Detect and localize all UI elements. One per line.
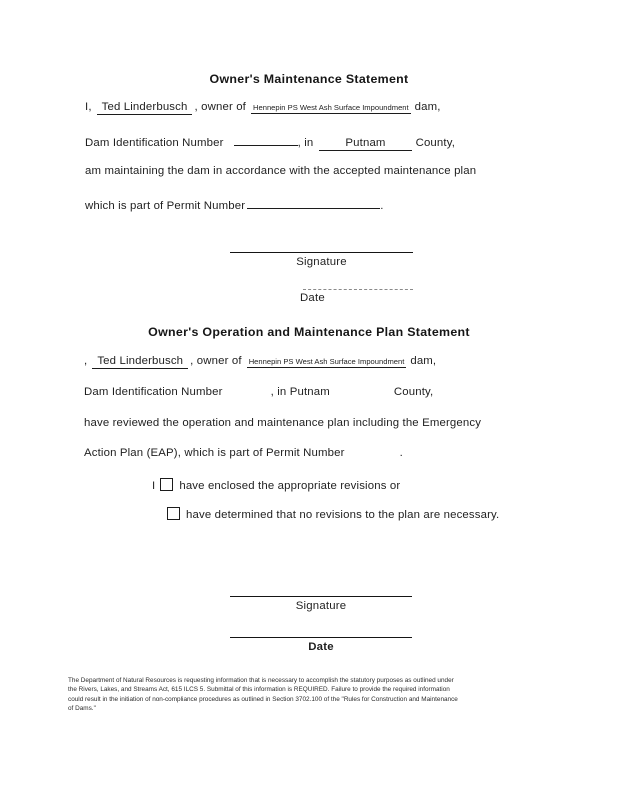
intro-prefix: I,	[85, 101, 92, 113]
maintenance-statement-title: Owner's Maintenance Statement	[209, 72, 409, 86]
after-name-text-2: , owner of	[190, 355, 242, 367]
reviewed-line: have reviewed the operation and maintenance plan including the Emergency	[84, 417, 482, 429]
permit-label-2: Action Plan (EAP), which is part of Permit Number	[84, 447, 345, 459]
permit-period-2: .	[399, 447, 403, 459]
signature-line-1[interactable]	[230, 252, 413, 253]
intro-line-1	[85, 101, 441, 113]
owner-name-field: Ted Linderbusch	[97, 101, 193, 115]
date-label-2: Date	[308, 641, 334, 653]
permit-period: .	[380, 200, 384, 212]
county-label: County,	[415, 137, 456, 149]
om-plan-statement-title: Owner's Operation and Maintenance Plan Statement	[148, 325, 470, 339]
after-dam-text-2: dam,	[410, 355, 437, 367]
permit-number-blank[interactable]	[247, 196, 380, 209]
county-field: Putnam	[319, 137, 411, 151]
dam-id-blank[interactable]	[234, 133, 298, 146]
statutory-notice	[68, 676, 568, 714]
signature-line-2[interactable]	[230, 596, 412, 597]
permit-label: which is part of Permit Number	[85, 200, 246, 212]
in-putnam-text: , in Putnam	[270, 386, 330, 398]
footer-line: The Department of Natural Resources is requesting information that is necessary to accomplish the statutory purposes as outlined under	[68, 677, 454, 684]
footer-line: could result in the initiation of non-compliance procedures as outlined in Section 3702.100 of the "Rules for Construction and Maintenance	[68, 695, 458, 703]
dam-id-label-2: Dam Identification Number	[84, 386, 223, 398]
date-label-1: Date	[300, 292, 325, 304]
dam-id-line-1	[85, 133, 455, 149]
in-label: , in	[297, 137, 314, 149]
footer-line: the Rivers, Lakes, and Streams Act, 615 ILCS 5. Submittal of this information is REQUIRED. Failure to provide the required information	[68, 686, 450, 694]
checkbox-prefix: I	[152, 480, 156, 492]
footer-line: of Dams."	[68, 705, 96, 713]
intro-line-2	[84, 355, 436, 367]
signature-label-2: Signature	[295, 600, 347, 612]
after-name-text: , owner of	[194, 101, 247, 113]
no-revisions-label: have determined that no revisions to the plan are necessary.	[186, 509, 500, 521]
date-line-2[interactable]	[230, 637, 412, 638]
dam-name-field: Hennepin PS West Ash Surface Impoundment	[253, 103, 409, 112]
date-line-1[interactable]	[303, 289, 413, 290]
enclosed-revisions-label: have enclosed the appropriate revisions or	[179, 480, 401, 492]
maintaining-line: am maintaining the dam in accordance with the accepted maintenance plan	[85, 165, 477, 177]
intro-prefix-2: ,	[84, 355, 88, 367]
permit-line-1	[85, 196, 384, 212]
permit-line-2	[84, 447, 403, 459]
county-label-2: County,	[393, 386, 434, 398]
enclosed-revisions-checkbox[interactable]	[160, 478, 173, 491]
owner-name-field-2: Ted Linderbusch	[92, 355, 188, 369]
dam-name-field-2: Hennepin PS West Ash Surface Impoundment	[248, 357, 405, 366]
dam-id-label: Dam Identification Number	[85, 137, 224, 149]
checkbox-row-enclosed	[152, 478, 400, 492]
after-dam-text: dam,	[414, 101, 441, 113]
signature-label-1: Signature	[296, 256, 347, 268]
checkbox-row-no-revisions	[167, 507, 499, 521]
no-revisions-checkbox[interactable]	[167, 507, 180, 520]
dam-id-line-2	[84, 386, 433, 398]
